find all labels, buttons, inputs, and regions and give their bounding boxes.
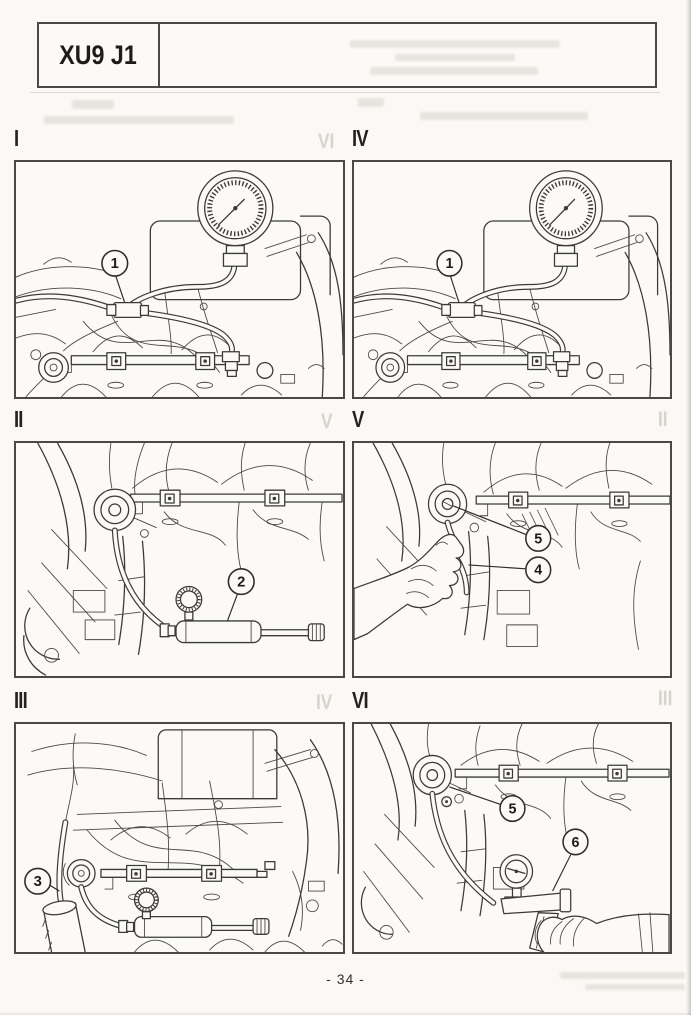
panel-label-V: V — [352, 406, 364, 432]
ghost-numeral: III — [658, 687, 673, 710]
panel-label-I: I — [14, 125, 19, 151]
callout-5 — [449, 787, 524, 821]
callout-5 — [453, 506, 550, 551]
pressure-regulator — [94, 443, 156, 537]
drain-container — [42, 899, 85, 952]
ghost-numeral: V — [321, 410, 333, 433]
callout-2 — [227, 569, 254, 621]
ghost-text-bar — [420, 112, 588, 120]
callout-1 — [437, 250, 462, 302]
figure-fuel-rail-gauge-test — [354, 162, 670, 397]
pressure-regulator — [428, 443, 485, 532]
svg-text:5: 5 — [508, 801, 517, 818]
panel-VI — [352, 722, 672, 954]
callout-4 — [469, 557, 551, 583]
panel-II — [14, 441, 345, 678]
engine-code-cell — [39, 24, 160, 86]
fuel-rail — [476, 492, 670, 526]
svg-text:4: 4 — [534, 562, 543, 579]
scan-fold-line — [30, 92, 660, 93]
svg-text:1: 1 — [110, 256, 119, 273]
panel-label-VI: VI — [352, 687, 368, 713]
ghost-numeral: II — [658, 408, 668, 431]
engine-code: XU9 J1 — [59, 39, 138, 70]
callout-3 — [25, 868, 60, 894]
engine-background — [373, 443, 652, 649]
fuel-rail — [131, 490, 342, 524]
page-number: - 34 - — [326, 971, 365, 987]
engine-background — [361, 724, 632, 939]
ghost-heading-bar — [72, 100, 114, 109]
svg-text:5: 5 — [534, 531, 543, 548]
page-edge-shadow — [686, 0, 691, 1015]
svg-text:1: 1 — [445, 256, 454, 273]
ghost-text-bar — [350, 40, 560, 48]
rail-elbow-fitting — [554, 352, 570, 377]
pressure-regulator — [63, 860, 95, 888]
pressure-gauge — [198, 171, 273, 266]
figure-pistol-pump-test — [354, 724, 670, 952]
figure-vacuum-pump-test — [16, 443, 343, 676]
fuel-rail — [62, 353, 249, 388]
fuel-rail — [455, 765, 669, 799]
fuel-rail — [399, 353, 579, 388]
rail-elbow-fitting — [222, 352, 239, 377]
figure-disconnect-regulator-hose — [354, 443, 670, 676]
tee-fitting — [442, 303, 482, 318]
tee-fitting — [107, 303, 148, 318]
svg-text:2: 2 — [237, 574, 246, 591]
fuel-filter — [26, 350, 68, 397]
callout-1 — [102, 250, 128, 302]
svg-text:6: 6 — [571, 834, 580, 851]
hand-vacuum-pump — [119, 888, 269, 937]
callout-6 — [553, 829, 588, 891]
ghost-heading-bar — [358, 98, 384, 107]
ghost-text-bar — [395, 54, 515, 61]
ghost-numeral: IV — [316, 691, 333, 714]
panel-label-IV: IV — [352, 125, 368, 151]
panel-III — [14, 722, 345, 954]
ghost-numeral: VI — [318, 130, 335, 153]
header-box — [37, 22, 657, 88]
fuel-rail — [101, 862, 275, 900]
engine-background — [24, 443, 325, 675]
fuel-filter — [364, 350, 405, 397]
ghost-text-bar — [44, 116, 234, 124]
panel-label-II: II — [14, 406, 23, 432]
panel-IV — [352, 160, 672, 399]
hand — [537, 913, 669, 952]
ghost-text-bar — [370, 67, 538, 75]
figure-drain-fuel-test — [16, 724, 343, 952]
panel-label-III: III — [14, 687, 27, 713]
svg-text:3: 3 — [33, 874, 42, 891]
pressure-regulator — [413, 724, 470, 807]
panel-I — [14, 160, 345, 399]
header-title-cell — [160, 24, 655, 86]
panel-V — [352, 441, 672, 678]
figure-fuel-rail-gauge-test — [16, 162, 343, 397]
pressure-gauge — [530, 171, 603, 266]
